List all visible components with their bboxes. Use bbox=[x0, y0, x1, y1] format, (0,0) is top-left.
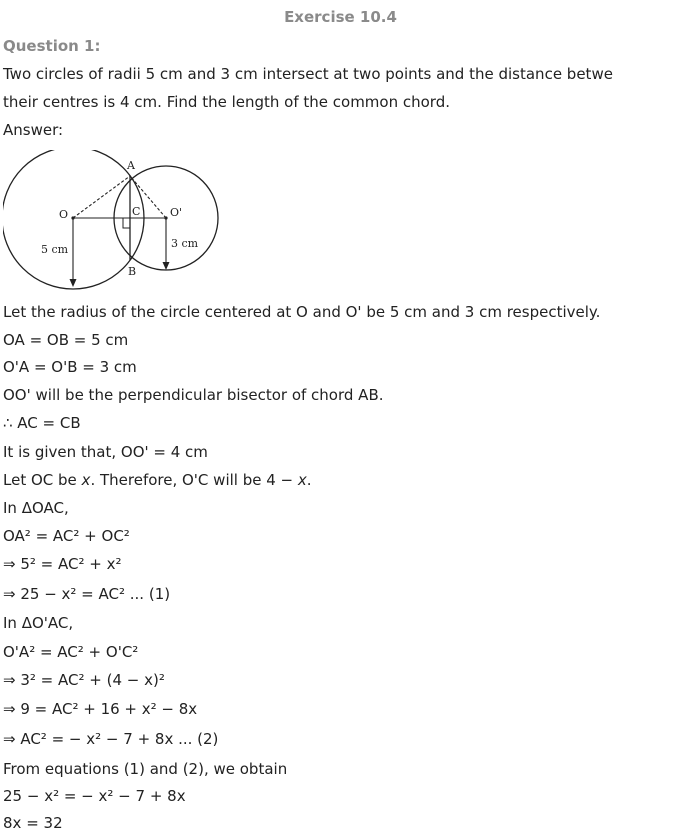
right-angle-mark bbox=[123, 218, 130, 228]
label-c: C bbox=[132, 205, 141, 218]
solution-line-6: It is given that, OO' = 4 cm bbox=[3, 443, 208, 461]
label-b: B bbox=[128, 265, 137, 278]
solution-line-5: ∴ AC = CB bbox=[3, 414, 81, 432]
solution-line-7: Let OC be x. Therefore, O'C will be 4 − x. bbox=[3, 471, 312, 489]
label-o: O bbox=[59, 208, 69, 221]
equation-1: OA² = AC² + OC² bbox=[3, 527, 130, 545]
label-radius-3cm: 3 cm bbox=[171, 237, 199, 250]
answer-label: Answer: bbox=[3, 121, 64, 139]
question-text-line-2: their centres is 4 cm. Find the length of the common chord. bbox=[3, 93, 450, 111]
intersecting-circles-diagram bbox=[3, 150, 228, 300]
solution-line-3: O'A = O'B = 3 cm bbox=[3, 358, 137, 376]
question-text-line-1: Two circles of radii 5 cm and 3 cm intersect at two points and the distance betwe bbox=[3, 65, 613, 83]
equation-7: ⇒ AC² = − x² − 7 + 8x ... (2) bbox=[3, 730, 219, 748]
label-radius-5cm: 5 cm bbox=[41, 243, 69, 256]
solution-line-2: OA = OB = 5 cm bbox=[3, 331, 129, 349]
dashed-oa bbox=[73, 176, 130, 218]
equation-3: ⇒ 25 − x² = AC² ... (1) bbox=[3, 585, 171, 603]
solution-line-10: From equations (1) and (2), we obtain bbox=[3, 760, 288, 778]
solution-line-8: In ΔOAC, bbox=[3, 499, 69, 517]
label-a: A bbox=[127, 159, 135, 172]
equation-4: O'A² = AC² + O'C² bbox=[3, 643, 139, 661]
question-label: Question 1: bbox=[3, 37, 101, 55]
page-content bbox=[3, 0, 678, 833]
equation-5: ⇒ 3² = AC² + (4 − x)² bbox=[3, 671, 165, 689]
equation-9: 8x = 32 bbox=[3, 814, 63, 832]
equation-8: 25 − x² = − x² − 7 + 8x bbox=[3, 787, 186, 805]
solution-line-9: In ΔO'AC, bbox=[3, 614, 74, 632]
exercise-title: Exercise 10.4 bbox=[284, 8, 397, 26]
equation-6: ⇒ 9 = AC² + 16 + x² − 8x bbox=[3, 700, 198, 718]
equation-2: ⇒ 5² = AC² + x² bbox=[3, 555, 122, 573]
solution-line-4: OO' will be the perpendicular bisector of chord AB. bbox=[3, 386, 384, 404]
solution-line-1: Let the radius of the circle centered at O and O' be 5 cm and 3 cm respectively. bbox=[3, 303, 601, 321]
label-o-prime: O' bbox=[170, 206, 183, 219]
